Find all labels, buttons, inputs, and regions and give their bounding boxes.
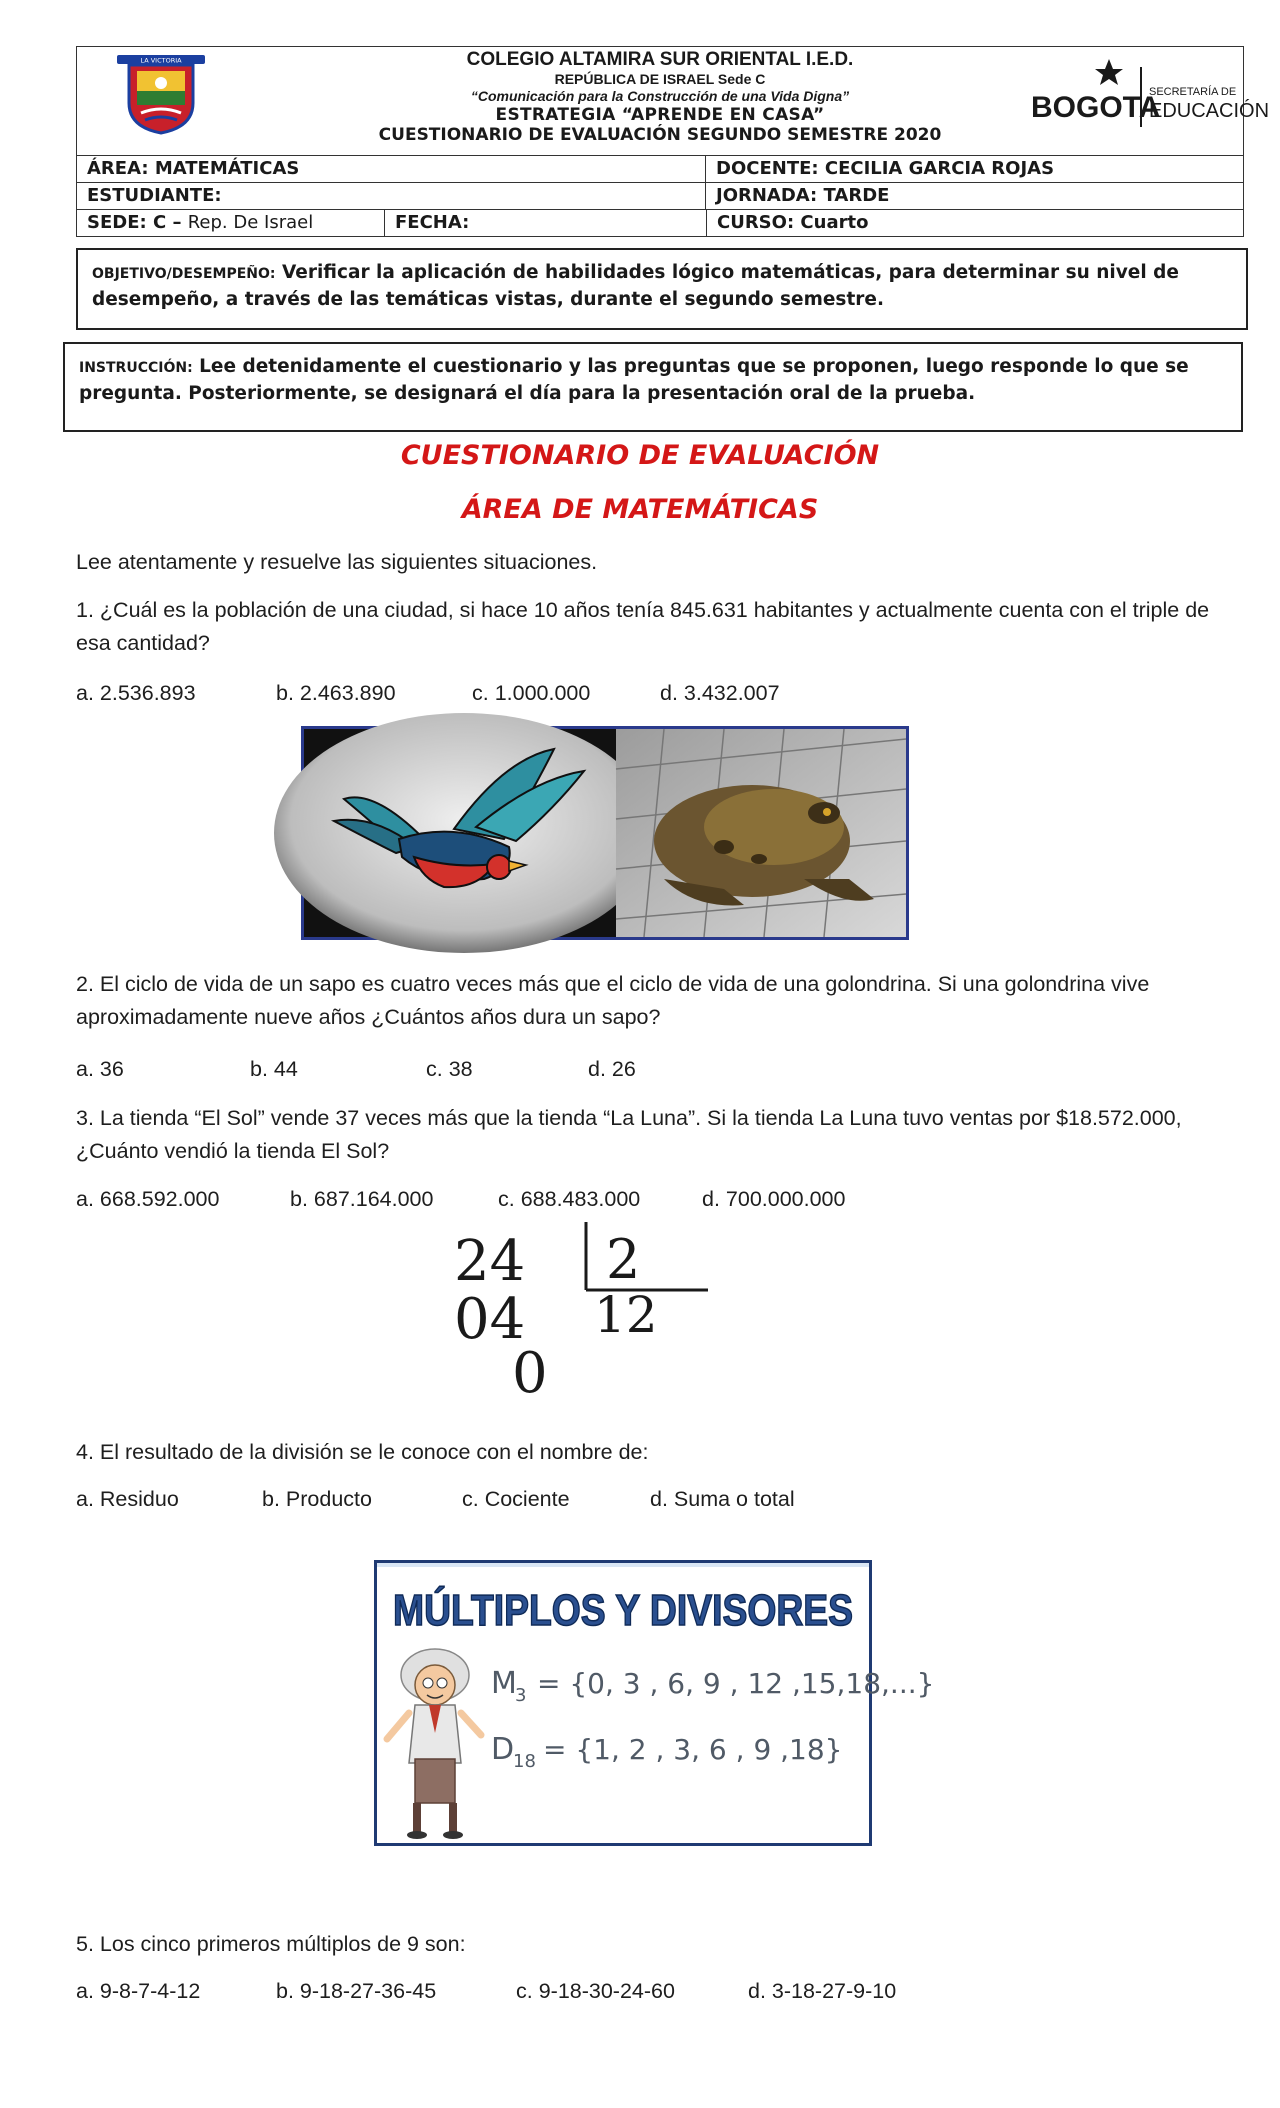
q1-option-c[interactable]: c. 1.000.000 <box>472 681 591 705</box>
q2-option-d[interactable]: d. 26 <box>588 1057 636 1081</box>
main-title: CUESTIONARIO DE EVALUACIÓN <box>400 440 880 471</box>
q3-option-d[interactable]: d. 700.000.000 <box>702 1187 846 1211</box>
q3-option-a[interactable]: a. 668.592.000 <box>76 1187 220 1211</box>
questionnaire-title: CUESTIONARIO DE EVALUACIÓN SEGUNDO SEMESTRE 2020 <box>378 125 942 145</box>
m-label: M <box>491 1666 517 1701</box>
d-set: = {1, 2 , 3, 6 , 9 ,18} <box>543 1733 843 1766</box>
header-row-sede <box>77 210 1243 236</box>
q2-option-c[interactable]: c. 38 <box>426 1057 473 1081</box>
multiplos-title: MÚLTIPLOS Y DIVISORES <box>393 1586 936 1635</box>
sede-value: Rep. De Israel <box>187 212 314 233</box>
q4-option-d[interactable]: d. Suma o total <box>650 1487 795 1511</box>
svg-text:LA VICTORIA: LA VICTORIA <box>140 56 182 65</box>
question-4-text: 4. El resultado de la división se le conoce con el nombre de: <box>76 1440 649 1464</box>
q5-option-b[interactable]: b. 9-18-27-36-45 <box>276 1979 437 2003</box>
q5-option-c[interactable]: c. 9-18-30-24-60 <box>516 1979 675 2003</box>
svg-text:BOGOTA: BOGOTA <box>1031 91 1161 124</box>
quotient-text: 12 <box>594 1286 658 1344</box>
instruction-label: INSTRUCCIÓN: <box>79 360 193 376</box>
school-name: COLEGIO ALTAMIRA SUR ORIENTAL I.E.D. <box>466 49 854 70</box>
shift-cell: JORNADA: TARDE <box>716 185 890 206</box>
q1-option-d[interactable]: d. 3.432.007 <box>660 681 780 705</box>
sede-cell <box>77 210 385 236</box>
header-table <box>76 46 1270 237</box>
question-5-text: 5. Los cinco primeros múltiplos de 9 son: <box>76 1932 466 1956</box>
m-subscript: 3 <box>515 1685 527 1706</box>
multiplos-divisores-image <box>374 1560 936 1846</box>
multiplos-divisores-illustration <box>377 1563 936 1843</box>
m-set: = {0, 3 , 6, 9 , 12 ,15,18,...} <box>537 1667 935 1700</box>
svg-text:SECRETARÍA DE: SECRETARÍA DE <box>1149 86 1237 98</box>
objective-text: Verificar la aplicación de habilidades lógico matemáticas, para determinar su nivel de desempeño, a través de las temáticas vistas, durante el segundo semestre. <box>92 262 1179 310</box>
date-cell[interactable]: FECHA: <box>385 210 707 236</box>
q3-option-b[interactable]: b. 687.164.000 <box>290 1187 434 1211</box>
dividend-text: 24 <box>454 1229 526 1294</box>
swallow-frog-illustration <box>304 729 906 937</box>
header-top <box>77 47 1270 156</box>
instruction-box <box>63 342 1243 432</box>
q2-option-b[interactable]: b. 44 <box>250 1057 298 1081</box>
school-motto: “Comunicación para la Construcción de una Vida Digna” <box>470 88 850 104</box>
sede-label: SEDE: C – <box>87 212 182 233</box>
instruction-text: Lee detenidamente el cuestionario y las preguntas que se proponen, luego responde lo que se pregunta. Posteriormente, se designará el día para la presentación oral de la prueba. <box>79 356 1189 404</box>
long-division-illustration <box>436 1220 726 1404</box>
bogota-education-logo <box>1025 55 1270 135</box>
q5-option-a[interactable]: a. 9-8-7-4-12 <box>76 1979 201 2003</box>
header-row-area <box>77 156 1243 183</box>
q1-option-a[interactable]: a. 2.536.893 <box>76 681 196 705</box>
course-cell: CURSO: Cuarto <box>717 212 869 233</box>
q3-option-c[interactable]: c. 688.483.000 <box>498 1187 641 1211</box>
divisor-text: 2 <box>606 1228 641 1291</box>
q2-option-a[interactable]: a. 36 <box>76 1057 124 1081</box>
remainder-text: 0 <box>512 1341 548 1406</box>
question-2-text: 2. El ciclo de vida de un sapo es cuatro veces más que el ciclo de vida de una golondrina. Si una golondrina vive aproximadamente nueve años ¿Cuántos años dura un sapo? <box>76 972 1150 1029</box>
teacher-cell: DOCENTE: CECILIA GARCIA ROJAS <box>716 158 1055 179</box>
d-label: D <box>491 1732 515 1767</box>
q4-option-a[interactable]: a. Residuo <box>76 1487 179 1511</box>
objective-box <box>76 248 1248 330</box>
question-1-text: 1. ¿Cuál es la población de una ciudad, si hace 10 años tenía 845.631 habitantes y actualmente cuenta con el triple de esa cantidad? <box>76 598 1210 655</box>
area-cell: ÁREA: MATEMÁTICAS <box>77 156 706 182</box>
partial-text: 04 <box>454 1287 526 1352</box>
objective-label: OBJETIVO/DESEMPEÑO: <box>92 266 276 282</box>
student-cell[interactable]: ESTUDIANTE: <box>77 183 706 209</box>
q4-option-b[interactable]: b. Producto <box>262 1487 372 1511</box>
d-subscript: 18 <box>513 1751 536 1772</box>
q4-option-c[interactable]: c. Cociente <box>462 1487 570 1511</box>
q5-option-d[interactable]: d. 3-18-27-9-10 <box>748 1979 897 2003</box>
q1-option-b[interactable]: b. 2.463.890 <box>276 681 396 705</box>
area-title: ÁREA DE MATEMÁTICAS <box>461 494 819 525</box>
swallow-frog-image <box>301 726 909 940</box>
intro-text: Lee atentamente y resuelve las siguientes situaciones. <box>76 550 598 574</box>
header-row-student <box>77 183 1243 210</box>
question-3-text: 3. La tienda “El Sol” vende 37 veces más que la tienda “La Luna”. Si la tienda La Luna tuvo ventas por $18.572.000, ¿Cuánto vendió la tienda El Sol? <box>76 1106 1182 1163</box>
svg-text:EDUCACIÓN: EDUCACIÓN <box>1149 100 1270 122</box>
strategy-title: ESTRATEGIA “APRENDE EN CASA” <box>495 105 825 125</box>
republic-sede: REPÚBLICA DE ISRAEL Sede C <box>554 71 766 87</box>
